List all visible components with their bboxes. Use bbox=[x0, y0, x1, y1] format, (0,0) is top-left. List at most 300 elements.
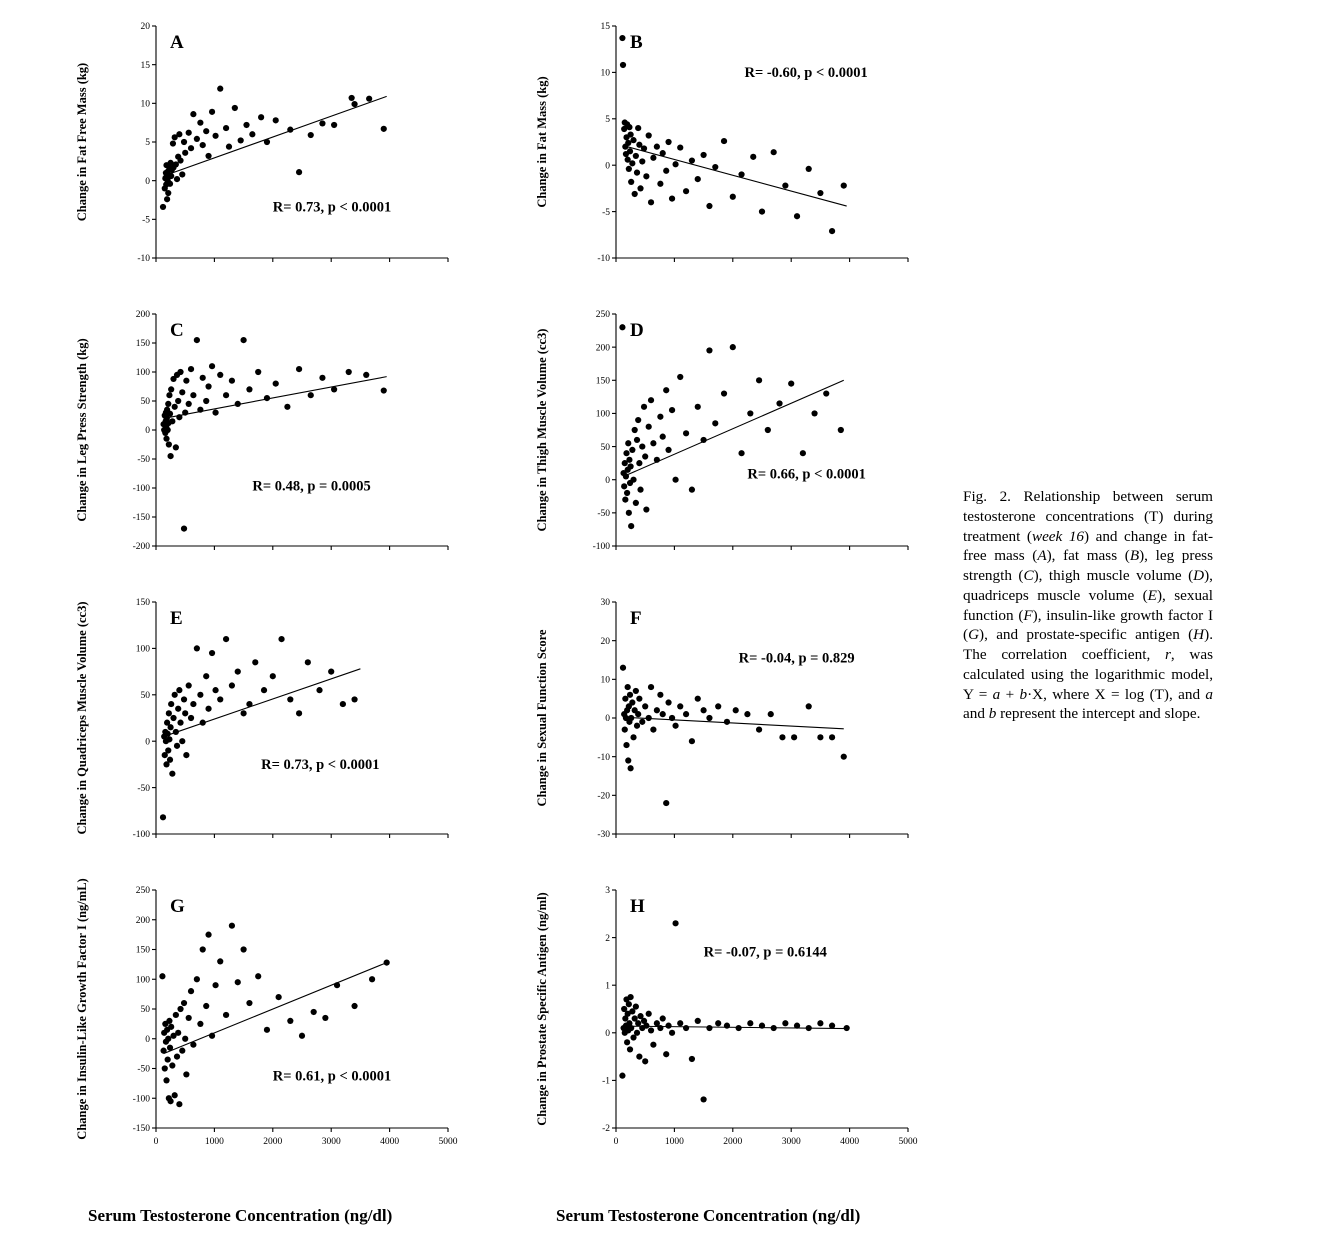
data-point bbox=[677, 144, 683, 150]
panel-d bbox=[530, 298, 930, 576]
svg-text:-10: -10 bbox=[597, 254, 610, 265]
data-point bbox=[660, 711, 666, 717]
data-point bbox=[648, 397, 654, 403]
svg-text:-100: -100 bbox=[132, 1094, 150, 1105]
data-point bbox=[164, 196, 170, 202]
data-point bbox=[255, 369, 261, 375]
data-point bbox=[782, 183, 788, 189]
data-point bbox=[381, 387, 387, 393]
caption-text: Relationship between serum testosterone concentrations (T) during treatment (week 16) and change in fat-free mass (A), fat mass (B), leg press strength (C), thigh muscle volume (D), quadriceps muscle volume (E), sexual function (F), insulin-like growth factor I (G), and prostate-specific antigen (H). The correlation coefficient, r, was calculated using the logarithmic model, Y = a + b·X, where X = log (T), and a and b represent the intercept and slope. bbox=[963, 488, 1214, 723]
data-point bbox=[181, 139, 187, 145]
data-point bbox=[747, 410, 753, 416]
svg-text:100: 100 bbox=[135, 975, 150, 986]
data-point bbox=[683, 1025, 689, 1031]
data-point bbox=[264, 395, 270, 401]
data-point bbox=[190, 701, 196, 707]
data-point bbox=[384, 959, 390, 965]
data-point bbox=[217, 372, 223, 378]
data-point bbox=[179, 1048, 185, 1054]
data-point bbox=[706, 1025, 712, 1031]
data-point bbox=[621, 483, 627, 489]
data-point bbox=[646, 715, 652, 721]
data-point bbox=[167, 181, 173, 187]
data-point bbox=[177, 1006, 183, 1012]
data-point bbox=[841, 183, 847, 189]
svg-text:250: 250 bbox=[595, 310, 610, 321]
data-point bbox=[695, 176, 701, 182]
data-point bbox=[197, 1021, 203, 1027]
data-point bbox=[200, 946, 206, 952]
data-point bbox=[163, 436, 169, 442]
data-point bbox=[663, 168, 669, 174]
data-point bbox=[654, 707, 660, 713]
data-point bbox=[721, 390, 727, 396]
data-point bbox=[657, 1025, 663, 1031]
data-point bbox=[346, 369, 352, 375]
correlation-annotation: R= -0.60, p < 0.0001 bbox=[744, 65, 868, 82]
svg-text:20: 20 bbox=[140, 22, 150, 33]
svg-text:0: 0 bbox=[145, 1034, 150, 1045]
data-point bbox=[632, 191, 638, 197]
data-point bbox=[168, 1098, 174, 1104]
data-point bbox=[715, 703, 721, 709]
correlation-annotation: R= 0.73, p < 0.0001 bbox=[272, 199, 392, 216]
data-point bbox=[669, 407, 675, 413]
svg-text:50: 50 bbox=[140, 397, 150, 408]
data-point bbox=[650, 727, 656, 733]
data-point bbox=[712, 420, 718, 426]
figure-caption bbox=[963, 487, 1213, 724]
svg-text:4000: 4000 bbox=[380, 1137, 400, 1147]
data-point bbox=[181, 1000, 187, 1006]
data-point bbox=[197, 120, 203, 126]
data-point bbox=[794, 1023, 800, 1029]
data-point bbox=[744, 711, 750, 717]
data-point bbox=[721, 138, 727, 144]
data-point bbox=[623, 473, 629, 479]
data-point bbox=[170, 715, 176, 721]
data-point bbox=[628, 463, 634, 469]
data-point bbox=[169, 1062, 175, 1068]
svg-text:3000: 3000 bbox=[781, 1137, 801, 1147]
data-point bbox=[217, 86, 223, 92]
data-point bbox=[646, 424, 652, 430]
data-point bbox=[650, 440, 656, 446]
data-point bbox=[252, 659, 258, 665]
data-point bbox=[654, 144, 660, 150]
data-point bbox=[186, 401, 192, 407]
data-point bbox=[648, 684, 654, 690]
data-point bbox=[628, 765, 634, 771]
data-point bbox=[689, 157, 695, 163]
data-point bbox=[672, 920, 678, 926]
data-point bbox=[663, 1051, 669, 1057]
data-point bbox=[351, 101, 357, 107]
data-point bbox=[194, 136, 200, 142]
data-point bbox=[296, 169, 302, 175]
panel-b bbox=[530, 10, 930, 288]
data-point bbox=[232, 105, 238, 111]
svg-text:0: 0 bbox=[605, 714, 610, 725]
data-point bbox=[628, 1025, 634, 1031]
data-point bbox=[650, 1042, 656, 1048]
data-point bbox=[669, 196, 675, 202]
data-point bbox=[175, 398, 181, 404]
data-point bbox=[165, 401, 171, 407]
data-point bbox=[167, 411, 173, 417]
data-point bbox=[665, 447, 671, 453]
svg-text:-200: -200 bbox=[132, 542, 150, 553]
data-point bbox=[669, 1030, 675, 1036]
svg-text:0: 0 bbox=[605, 161, 610, 172]
data-point bbox=[182, 710, 188, 716]
data-point bbox=[771, 149, 777, 155]
svg-text:-10: -10 bbox=[137, 254, 150, 265]
data-point bbox=[162, 1065, 168, 1071]
x-axis-title-left: Serum Testosterone Concentration (ng/dl) bbox=[88, 1206, 393, 1225]
data-point bbox=[730, 194, 736, 200]
data-point bbox=[689, 1056, 695, 1062]
data-point bbox=[165, 747, 171, 753]
data-point bbox=[166, 710, 172, 716]
svg-text:-1: -1 bbox=[602, 1076, 610, 1087]
data-point bbox=[624, 1039, 630, 1045]
data-point bbox=[168, 701, 174, 707]
data-point bbox=[636, 460, 642, 466]
data-point bbox=[672, 161, 678, 167]
data-point bbox=[246, 386, 252, 392]
data-point bbox=[635, 711, 641, 717]
data-point bbox=[626, 510, 632, 516]
svg-text:4000: 4000 bbox=[840, 1137, 860, 1147]
data-point bbox=[639, 443, 645, 449]
data-point bbox=[168, 453, 174, 459]
svg-text:-50: -50 bbox=[137, 455, 150, 466]
data-point bbox=[654, 457, 660, 463]
data-point bbox=[169, 771, 175, 777]
data-point bbox=[724, 1023, 730, 1029]
data-point bbox=[287, 127, 293, 133]
data-point bbox=[287, 696, 293, 702]
data-point bbox=[296, 366, 302, 372]
data-point bbox=[788, 381, 794, 387]
data-point bbox=[172, 1092, 178, 1098]
svg-text:2000: 2000 bbox=[723, 1137, 743, 1147]
data-point bbox=[650, 155, 656, 161]
data-point bbox=[170, 140, 176, 146]
data-point bbox=[771, 1025, 777, 1031]
data-point bbox=[209, 363, 215, 369]
data-point bbox=[264, 139, 270, 145]
data-point bbox=[182, 150, 188, 156]
svg-text:0: 0 bbox=[605, 475, 610, 486]
data-point bbox=[188, 715, 194, 721]
data-point bbox=[172, 692, 178, 698]
data-point bbox=[328, 669, 334, 675]
data-point bbox=[677, 374, 683, 380]
data-point bbox=[747, 1020, 753, 1026]
svg-text:-50: -50 bbox=[597, 509, 610, 520]
data-point bbox=[203, 1003, 209, 1009]
y-axis-title: Change in Quadriceps Muscle Volume (cc3) bbox=[75, 601, 89, 835]
data-point bbox=[308, 392, 314, 398]
data-point bbox=[677, 1020, 683, 1026]
data-point bbox=[203, 673, 209, 679]
data-point bbox=[217, 696, 223, 702]
svg-text:-50: -50 bbox=[137, 1064, 150, 1075]
data-point bbox=[660, 150, 666, 156]
data-point bbox=[619, 1073, 625, 1079]
panel-h-plot bbox=[530, 874, 930, 1184]
data-point bbox=[246, 1000, 252, 1006]
data-point bbox=[663, 800, 669, 806]
data-point bbox=[643, 506, 649, 512]
svg-text:10: 10 bbox=[140, 99, 150, 110]
data-point bbox=[174, 743, 180, 749]
data-point bbox=[209, 650, 215, 656]
data-point bbox=[238, 137, 244, 143]
data-point bbox=[160, 1048, 166, 1054]
data-point bbox=[841, 754, 847, 760]
data-point bbox=[829, 228, 835, 234]
svg-text:-20: -20 bbox=[597, 791, 610, 802]
data-point bbox=[311, 1009, 317, 1015]
data-point bbox=[730, 344, 736, 350]
data-point bbox=[190, 1042, 196, 1048]
data-point bbox=[817, 734, 823, 740]
data-point bbox=[782, 1020, 788, 1026]
caption-label: Fig. 2. bbox=[963, 488, 1011, 505]
correlation-annotation: R= -0.04, p = 0.829 bbox=[738, 650, 855, 667]
panel-g bbox=[70, 874, 470, 1184]
panel-h bbox=[530, 874, 930, 1184]
data-point bbox=[689, 738, 695, 744]
svg-text:150: 150 bbox=[135, 598, 150, 609]
data-point bbox=[166, 441, 172, 447]
data-point bbox=[643, 173, 649, 179]
panel-letter: D bbox=[630, 320, 644, 341]
data-point bbox=[212, 982, 218, 988]
data-point bbox=[177, 369, 183, 375]
data-point bbox=[665, 1023, 671, 1029]
svg-text:5000: 5000 bbox=[898, 1137, 918, 1147]
data-point bbox=[296, 710, 302, 716]
data-point bbox=[276, 994, 282, 1000]
data-point bbox=[381, 126, 387, 132]
data-point bbox=[200, 720, 206, 726]
data-point bbox=[776, 400, 782, 406]
svg-text:1000: 1000 bbox=[204, 1137, 224, 1147]
svg-text:2000: 2000 bbox=[263, 1137, 283, 1147]
data-point bbox=[241, 710, 247, 716]
data-point bbox=[188, 145, 194, 151]
data-point bbox=[197, 692, 203, 698]
data-point bbox=[183, 752, 189, 758]
data-point bbox=[179, 171, 185, 177]
data-point bbox=[630, 477, 636, 483]
data-point bbox=[665, 699, 671, 705]
data-point bbox=[665, 139, 671, 145]
data-point bbox=[629, 447, 635, 453]
data-point bbox=[190, 392, 196, 398]
data-point bbox=[169, 418, 175, 424]
data-point bbox=[205, 706, 211, 712]
data-point bbox=[800, 450, 806, 456]
data-point bbox=[166, 1018, 172, 1024]
data-point bbox=[642, 703, 648, 709]
data-point bbox=[179, 389, 185, 395]
data-point bbox=[806, 703, 812, 709]
data-point bbox=[844, 1025, 850, 1031]
correlation-annotation: R= 0.66, p < 0.0001 bbox=[747, 466, 866, 483]
data-point bbox=[182, 410, 188, 416]
data-point bbox=[625, 684, 631, 690]
data-point bbox=[186, 682, 192, 688]
data-point bbox=[305, 659, 311, 665]
data-point bbox=[838, 427, 844, 433]
svg-text:5: 5 bbox=[145, 138, 150, 149]
svg-text:-50: -50 bbox=[137, 783, 150, 794]
panel-f bbox=[530, 586, 930, 864]
data-point bbox=[334, 982, 340, 988]
data-point bbox=[212, 410, 218, 416]
data-point bbox=[701, 152, 707, 158]
svg-text:3: 3 bbox=[605, 886, 610, 897]
panel-letter: H bbox=[630, 896, 645, 917]
data-point bbox=[636, 1054, 642, 1060]
data-point bbox=[624, 490, 630, 496]
data-point bbox=[706, 715, 712, 721]
y-axis-title: Change in Insulin-Like Growth Factor I (ng/mL) bbox=[75, 878, 89, 1140]
data-point bbox=[629, 699, 635, 705]
data-point bbox=[175, 706, 181, 712]
data-point bbox=[205, 153, 211, 159]
svg-text:1: 1 bbox=[605, 981, 610, 992]
data-point bbox=[627, 148, 633, 154]
panel-letter: B bbox=[630, 32, 643, 53]
data-point bbox=[366, 96, 372, 102]
data-point bbox=[738, 171, 744, 177]
data-point bbox=[241, 946, 247, 952]
panel-g-plot bbox=[70, 874, 470, 1184]
data-point bbox=[203, 128, 209, 134]
data-point bbox=[630, 137, 636, 143]
data-point bbox=[363, 372, 369, 378]
data-point bbox=[756, 377, 762, 383]
data-point bbox=[672, 477, 678, 483]
data-point bbox=[177, 157, 183, 163]
svg-text:10: 10 bbox=[600, 675, 610, 686]
data-point bbox=[226, 144, 232, 150]
data-point bbox=[683, 711, 689, 717]
svg-text:50: 50 bbox=[140, 1005, 150, 1016]
data-point bbox=[165, 190, 171, 196]
data-point bbox=[273, 117, 279, 123]
svg-text:-100: -100 bbox=[132, 484, 150, 495]
data-point bbox=[750, 154, 756, 160]
data-point bbox=[637, 185, 643, 191]
data-point bbox=[159, 973, 165, 979]
data-point bbox=[223, 1012, 229, 1018]
data-point bbox=[165, 1056, 171, 1062]
data-point bbox=[646, 132, 652, 138]
data-point bbox=[701, 437, 707, 443]
data-point bbox=[194, 976, 200, 982]
data-point bbox=[168, 724, 174, 730]
data-point bbox=[634, 1030, 640, 1036]
data-point bbox=[217, 958, 223, 964]
data-point bbox=[160, 814, 166, 820]
data-point bbox=[765, 427, 771, 433]
data-point bbox=[634, 723, 640, 729]
data-point bbox=[258, 114, 264, 120]
data-point bbox=[823, 390, 829, 396]
data-point bbox=[706, 347, 712, 353]
data-point bbox=[183, 378, 189, 384]
correlation-annotation: R= 0.48, p = 0.0005 bbox=[252, 478, 371, 495]
data-point bbox=[695, 696, 701, 702]
data-point bbox=[648, 199, 654, 205]
data-point bbox=[627, 692, 633, 698]
panel-e bbox=[70, 586, 470, 864]
svg-text:-100: -100 bbox=[592, 542, 610, 553]
data-point bbox=[623, 742, 629, 748]
data-point bbox=[264, 1027, 270, 1033]
svg-text:-2: -2 bbox=[602, 1124, 610, 1135]
data-point bbox=[369, 976, 375, 982]
data-point bbox=[316, 687, 322, 693]
data-point bbox=[270, 673, 276, 679]
data-point bbox=[181, 526, 187, 532]
data-point bbox=[811, 410, 817, 416]
svg-text:-100: -100 bbox=[132, 830, 150, 841]
panel-letter: C bbox=[170, 320, 184, 341]
panel-a-plot bbox=[70, 10, 470, 288]
y-axis-title: Change in Prostate Specific Antigen (ng/ml) bbox=[535, 892, 549, 1126]
panel-e-plot bbox=[70, 586, 470, 864]
data-point bbox=[183, 1071, 189, 1077]
panel-a bbox=[70, 10, 470, 288]
svg-text:100: 100 bbox=[135, 368, 150, 379]
data-point bbox=[829, 1023, 835, 1029]
panel-c bbox=[70, 298, 470, 576]
data-point bbox=[167, 1045, 173, 1051]
svg-text:250: 250 bbox=[135, 886, 150, 897]
data-point bbox=[205, 932, 211, 938]
data-point bbox=[179, 738, 185, 744]
data-point bbox=[167, 757, 173, 763]
data-point bbox=[620, 62, 626, 68]
data-point bbox=[628, 994, 634, 1000]
data-point bbox=[172, 404, 178, 410]
data-point bbox=[626, 457, 632, 463]
data-point bbox=[249, 131, 255, 137]
data-point bbox=[168, 173, 174, 179]
data-point bbox=[829, 734, 835, 740]
svg-text:-10: -10 bbox=[597, 752, 610, 763]
data-point bbox=[643, 1023, 649, 1029]
data-point bbox=[634, 170, 640, 176]
data-point bbox=[173, 444, 179, 450]
panel-d-plot bbox=[530, 298, 930, 576]
data-point bbox=[633, 153, 639, 159]
data-point bbox=[635, 125, 641, 131]
data-point bbox=[639, 719, 645, 725]
y-axis-title: Change in Sexual Function Score bbox=[535, 629, 549, 807]
svg-text:50: 50 bbox=[140, 691, 150, 701]
svg-text:50: 50 bbox=[600, 442, 610, 453]
data-point bbox=[622, 497, 628, 503]
